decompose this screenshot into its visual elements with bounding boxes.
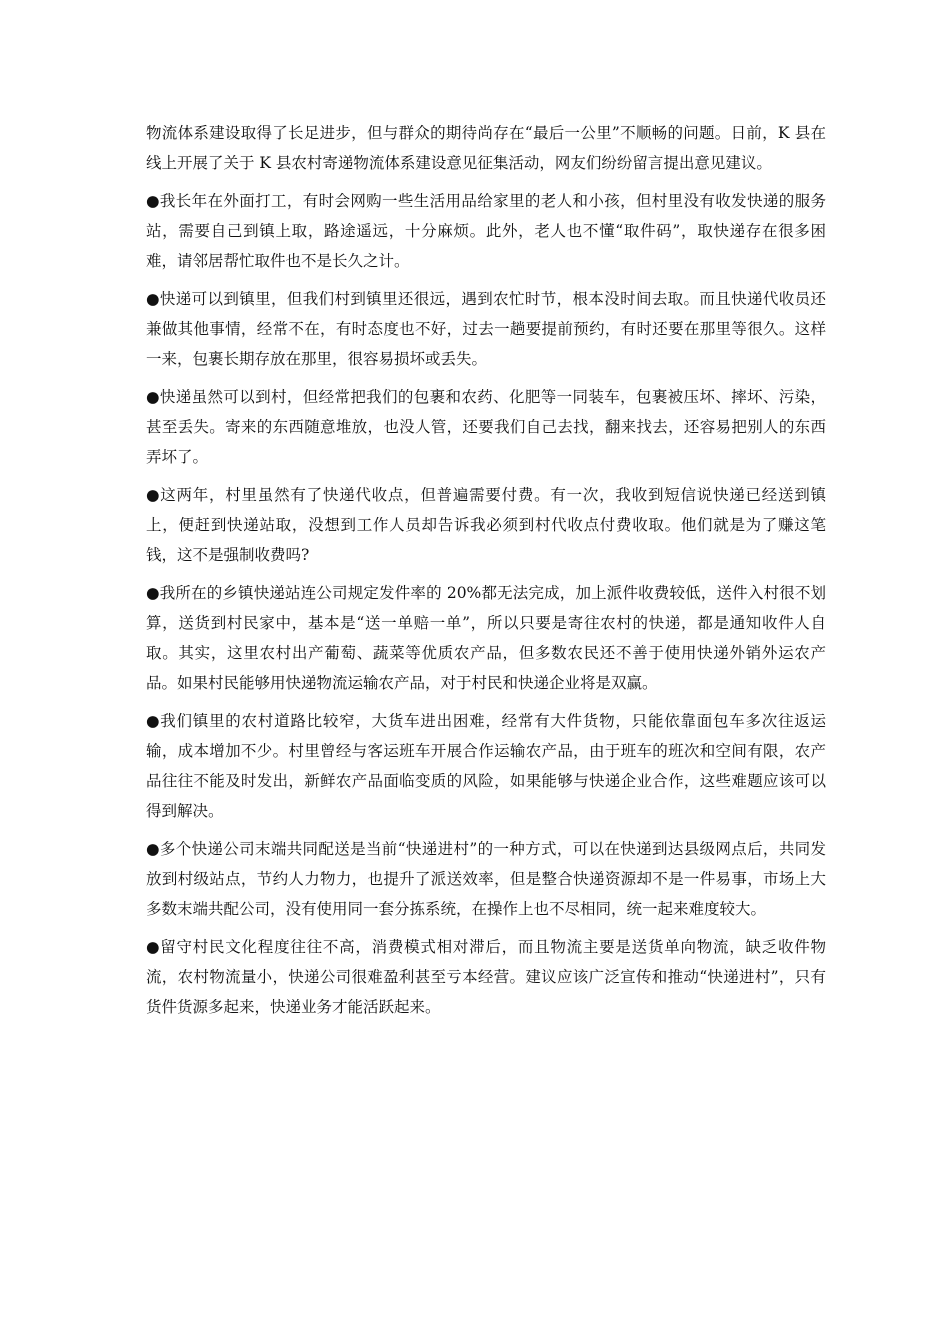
comment-paragraph-5: ●我所在的乡镇快递站连公司规定发件率的 20%都无法完成，加上派件收费较低，送件入村很不划算，送货到村民家中，基本是“送一单赔一单”，所以只要是寄往农村的快递，都是通知收件人自取。其实，这里农村出产葡萄、蔬菜等优质农产品，但多数农民还不善于使用快递外销外运农产品。如果村民能够用快递物流运输农产品，对于村民和快递企业将是双赢。	[146, 584, 826, 692]
comment-paragraph-2: ●快递可以到镇里，但我们村到镇里还很远，遇到农忙时节，根本没时间去取。而且快递代收员还兼做其他事情，经常不在，有时态度也不好，过去一趟要提前预约，有时还要在那里等很久。这样一来，包裹长期存放在那里，很容易损坏或丢失。	[146, 290, 826, 368]
document-page	[146, 118, 826, 1030]
comment-paragraph-3: ●快递虽然可以到村，但经常把我们的包裹和农药、化肥等一同装车，包裹被压坏、摔坏、污染，甚至丢失。寄来的东西随意堆放，也没人管，还要我们自己去找，翻来找去，还容易把别人的东西弄坏了。	[146, 388, 826, 466]
comment-paragraph-6: ●我们镇里的农村道路比较窄，大货车进出困难，经常有大件货物，只能依靠面包车多次往返运输，成本增加不少。村里曾经与客运班车开展合作运输农产品，由于班车的班次和空间有限，农产品往往不能及时发出，新鲜农产品面临变质的风险，如果能够与快递企业合作，这些难题应该可以得到解决。	[146, 712, 826, 820]
comment-paragraph-4: ●这两年，村里虽然有了快递代收点，但普遍需要付费。有一次，我收到短信说快递已经送到镇上，便赶到快递站取，没想到工作人员却告诉我必须到村代收点付费收取。他们就是为了赚这笔钱，这不是强制收费吗?	[146, 486, 826, 564]
comment-paragraph-8: ●留守村民文化程度往往不高，消费模式相对滞后，而且物流主要是送货单向物流，缺乏收件物流，农村物流量小，快递公司很难盈利甚至亏本经营。建议应该广泛宣传和推动“快递进村”，只有货件货源多起来，快递业务才能活跃起来。	[146, 938, 826, 1016]
comment-paragraph-7: ●多个快递公司末端共同配送是当前“快递进村”的一种方式，可以在快递到达县级网点后，共同发放到村级站点，节约人力物力，也提升了派送效率，但是整合快递资源却不是一件易事，市场上大多数末端共配公司，没有使用同一套分拣系统，在操作上也不尽相同，统一起来难度较大。	[146, 840, 826, 918]
intro-paragraph: 物流体系建设取得了长足进步，但与群众的期待尚存在“最后一公里”不顺畅的问题。日前，K 县在线上开展了关于 K 县农村寄递物流体系建设意见征集活动，网友们纷纷留言提出意见建议。	[146, 124, 826, 172]
comment-paragraph-1: ●我长年在外面打工，有时会网购一些生活用品给家里的老人和小孩，但村里没有收发快递的服务站，需要自己到镇上取，路途遥远，十分麻烦。此外，老人也不懂“取件码”，取快递存在很多困难，请邻居帮忙取件也不是长久之计。	[146, 192, 826, 270]
